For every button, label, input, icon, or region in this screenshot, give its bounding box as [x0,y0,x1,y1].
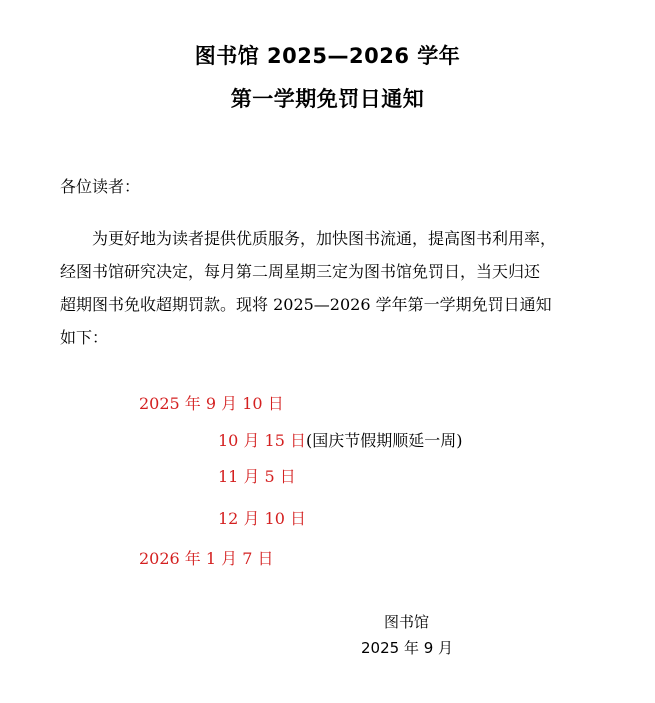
date-text: 11 月 5 日 [218,467,296,486]
body-line-4: 如下： [60,328,109,347]
notice-title-line1: 图书馆 2025—2026 学年 [194,44,461,68]
notice-body [60,222,620,354]
salutation: 各位读者： [60,177,141,196]
date-text: 10 月 15 日 [218,431,306,450]
exemption-date-2 [218,430,462,452]
date-text: 2026 年 1 月 7 日 [139,549,274,568]
body-line-3: 超期图书免收超期罚款。现将 2025—2026 学年第一学期免罚日通知 [60,295,552,314]
body-line-1: 为更好地为读者提供优质服务，加快图书流通，提高图书利用率， [92,229,557,248]
exemption-date-3 [218,466,296,488]
date-text: 2025 年 9 月 10 日 [139,394,284,413]
signature-date: 2025 年 9 月 [361,639,454,657]
signature-org: 图书馆 [384,613,430,631]
exemption-date-5 [139,548,274,570]
date-note: (国庆节假期顺延一周) [305,431,463,450]
notice-title-line2: 第一学期免罚日通知 [230,87,425,111]
exemption-date-1 [139,393,284,415]
date-text: 12 月 10 日 [218,509,306,528]
exemption-date-4 [218,508,306,530]
body-line-2: 经图书馆研究决定，每月第二周星期三定为图书馆免罚日，当天归还 [60,262,541,281]
